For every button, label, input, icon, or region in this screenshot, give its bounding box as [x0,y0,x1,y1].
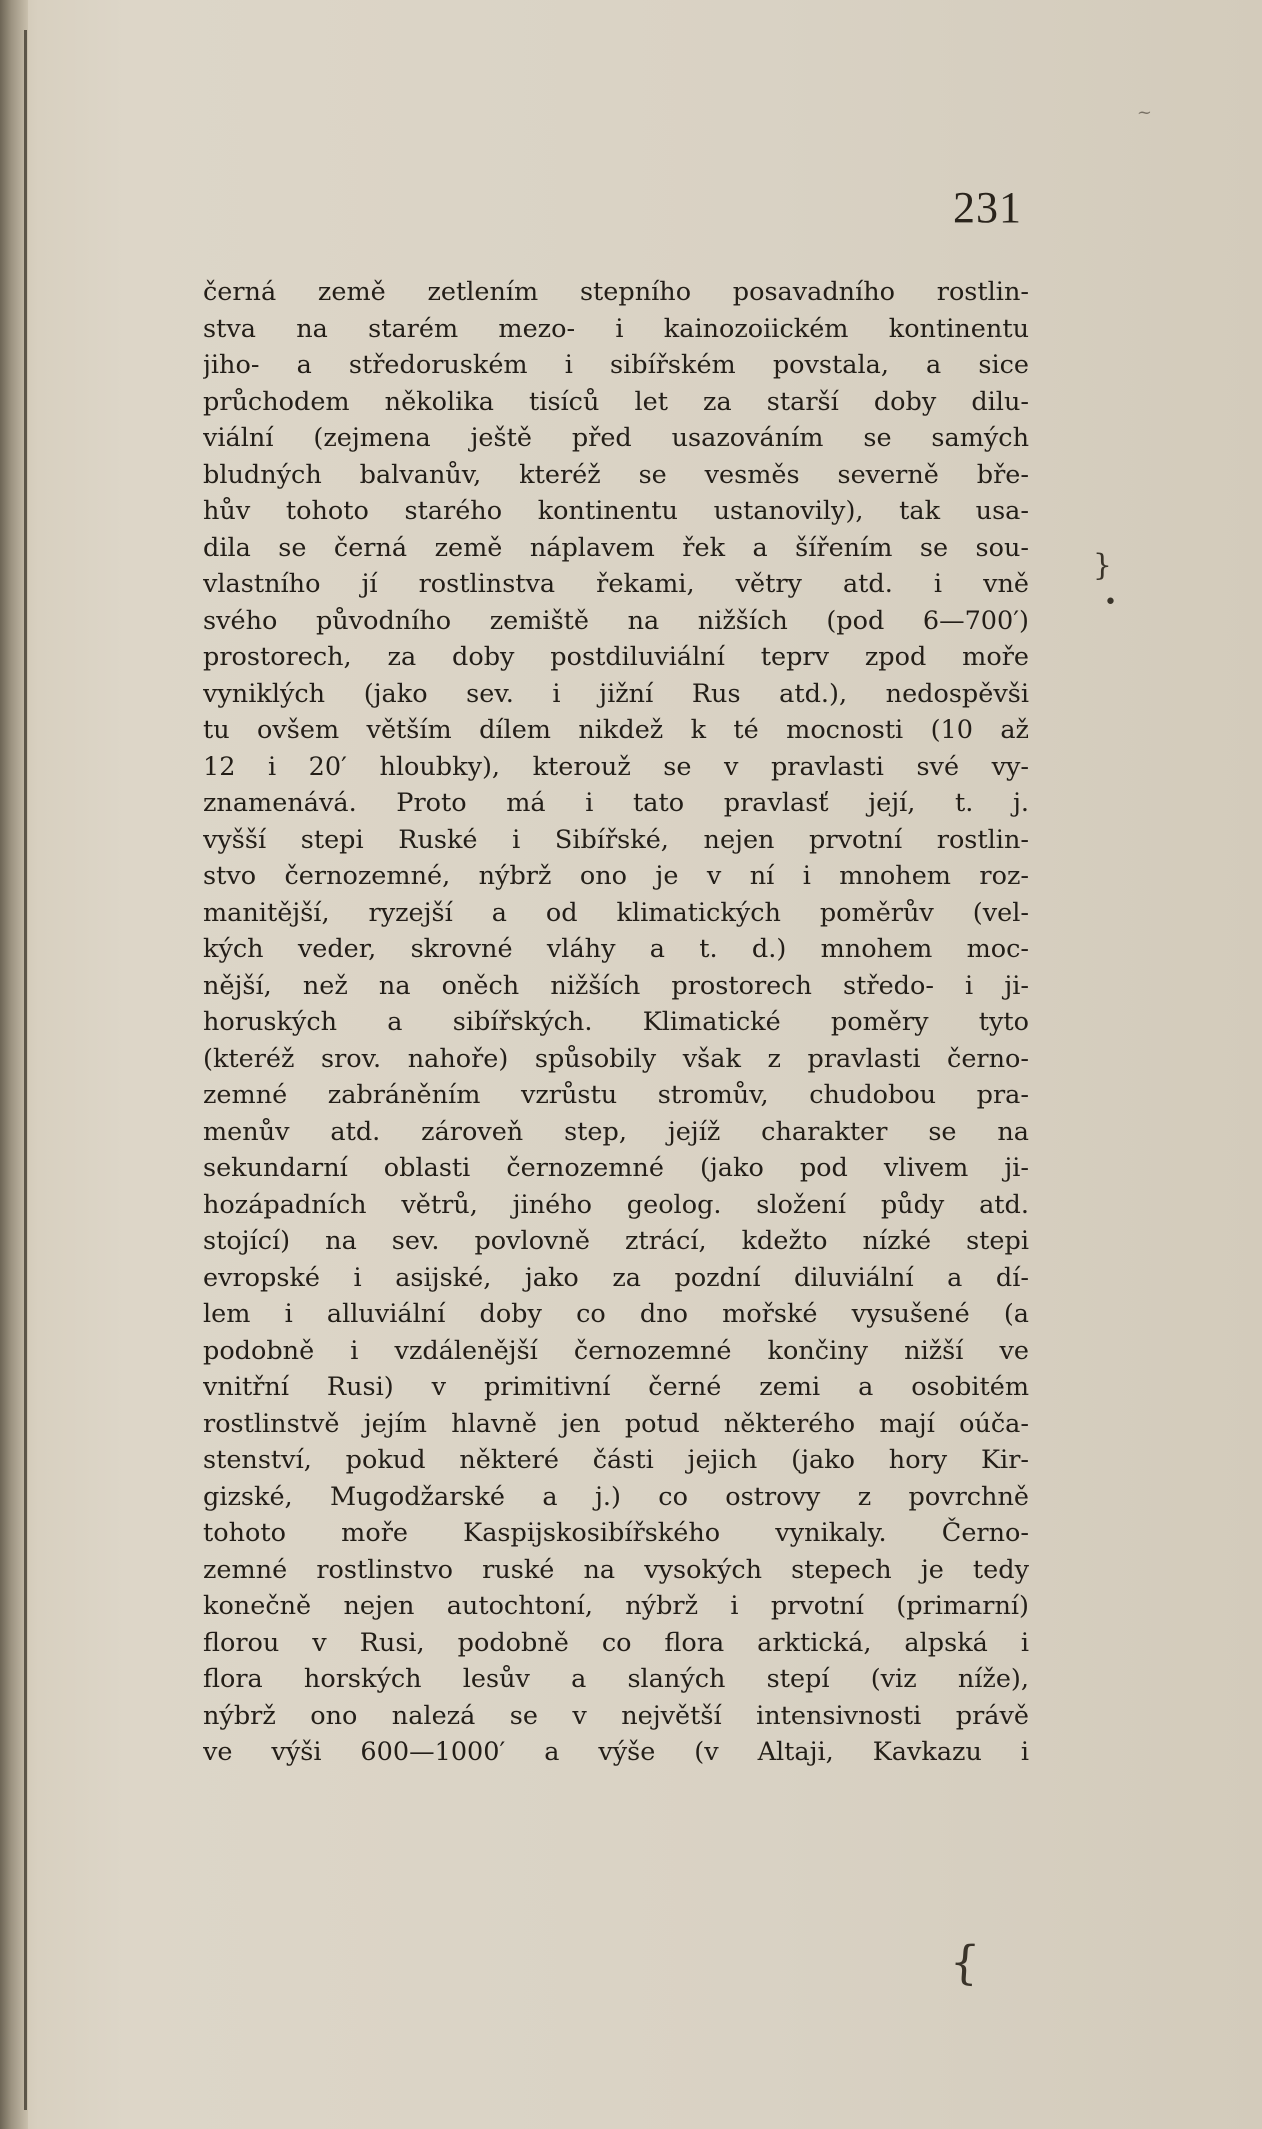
text-line: vyniklých (jako sev. i jižní Rus atd.), nedospěvši [203,678,1029,709]
text-line: stva na starém mezo- i kainozoiickém kontinentu [203,313,1029,344]
text-line: bludných balvanův, kteréž se vesměs severně bře- [203,459,1029,490]
text-line: florou v Rusi, podobně co flora arktická, alpská i [203,1627,1029,1658]
text-line: průchodem několika tisíců let za starší doby dilu- [203,386,1029,417]
text-line: kých veder, skrovné vláhy a t. d.) mnohem moc- [203,934,1029,964]
body-text [203,274,1029,1771]
binding-edge [24,30,27,2110]
text-line: hozápadních větrů, jiného geolog. složení půdy atd. [203,1189,1029,1220]
text-line: vnitřní Rusi) v primitivní černé zemi a osobitém [203,1372,1029,1402]
text-line: evropské i asijské, jako za pozdní diluviální a dí- [203,1262,1029,1293]
text-line: tu ovšem větším dílem nikdež k té mocnosti (10 až [203,715,1029,745]
margin-dot: • [1104,590,1117,615]
text-line: zemné zabráněním vzrůstu stromův, chudobou pra- [203,1080,1029,1110]
text-line: tohoto moře Kaspijskosibířského vynikaly. Černo- [203,1518,1029,1548]
text-line: jiho- a středoruském i sibířském povstala, a sice [203,350,1029,380]
text-line: flora horských lesův a slaných stepí (viz níže), [203,1664,1029,1694]
text-line: znamenává. Proto má i tato pravlasť její, t. j. [203,788,1029,818]
text-line: prostorech, za doby postdiluviální teprv zpod moře [203,642,1029,672]
text-line: podobně i vzdálenější černozemné končiny nižší ve [203,1335,1029,1366]
text-line: sekundarní oblasti černozemné (jako pod vlivem ji- [203,1153,1029,1183]
text-line: viální (zejmena ještě před usazováním se samých [203,423,1029,453]
text-line: menův atd. zároveň step, jejíž charakter se na [203,1116,1029,1147]
margin-mark: } [1092,548,1112,583]
text-line: svého původního zemiště na nižších (pod 6—700′) [203,605,1029,636]
ink-flourish: { [948,1934,982,1990]
text-line: dila se černá země náplavem řek a šířením se sou- [203,532,1029,563]
text-line: stojící) na sev. povlovně ztrácí, kdežto nízké stepi [203,1226,1029,1256]
text-line: konečně nejen autochtoní, nýbrž i prvotní (primarní) [203,1591,1029,1621]
ink-speck: ~ [1136,102,1152,123]
text-line: nější, než na oněch nižších prostorech středo- i ji- [203,970,1029,1001]
text-line: 12 i 20′ hloubky), kterouž se v pravlasti své vy- [203,751,1029,782]
text-line: vyšší stepi Ruské i Sibířské, nejen prvotní rostlin- [203,824,1029,855]
text-line: ve výši 600—1000′ a výše (v Altaji, Kavkazu i [203,1737,1029,1767]
text-line: černá země zetlením stepního posavadního rostlin- [203,277,1029,307]
text-line: vlastního jí rostlinstva řekami, větry atd. i vně [203,569,1029,599]
text-line: rostlinstvě jejím hlavně jen potud některého mají oúča- [203,1408,1029,1439]
page-number: 231 [953,183,1022,232]
text-line: manitější, ryzejší a od klimatických poměrův (vel- [203,897,1029,928]
text-line: horuských a sibířských. Klimatické poměry tyto [203,1007,1029,1037]
text-line: (kteréž srov. nahoře) spůsobily však z pravlasti černo- [203,1043,1029,1074]
text-line: lem i alluviální doby co dno mořské vysušené (a [203,1299,1029,1329]
text-line: hův tohoto starého kontinentu ustanovily), tak usa- [203,496,1029,526]
text-line: stenství, pokud některé části jejich (jako hory Kir- [203,1445,1029,1475]
text-line: nýbrž ono nalezá se v největší intensivnosti právě [203,1700,1029,1731]
text-line: zemné rostlinstvo ruské na vysokých stepech je tedy [203,1554,1029,1585]
text-line: gizské, Mugodžarské a j.) co ostrovy z povrchně [203,1481,1029,1512]
text-line: stvo černozemné, nýbrž ono je v ní i mnohem roz- [203,861,1029,891]
